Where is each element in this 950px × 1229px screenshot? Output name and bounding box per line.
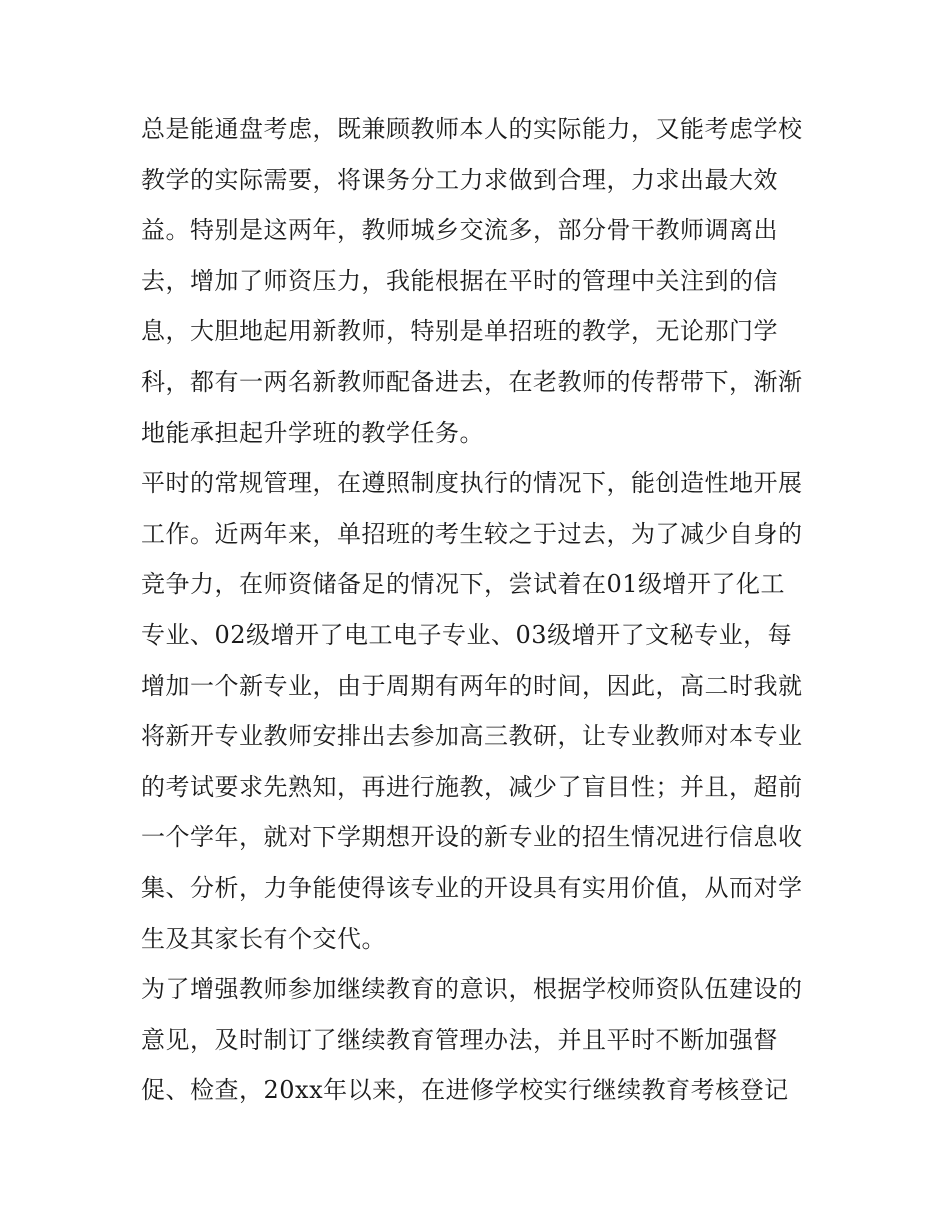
text-line: 的考试要求先熟知，再进行施教，减少了盲目性；并且，超前 — [141, 772, 803, 801]
text-line: 总是能通盘考虑，既兼顾教师本人的实际能力，又能考虑学校 — [141, 115, 803, 143]
text-line: 集、分析，力争能使得该专业的开设具有实用价值，从而对学 — [141, 873, 803, 902]
text-line: 一个学年，就对下学期想开设的新专业的招生情况进行信息收 — [141, 823, 803, 852]
document-body — [141, 104, 813, 1116]
text-line: 工作。近两年来，单招班的考生较之于过去，为了减少自身的 — [141, 519, 803, 548]
text-line: 科，都有一两名新教师配备进去，在老教师的传帮带下，渐渐 — [141, 367, 803, 396]
text-line: 增加一个新专业，由于周期有两年的时间，因此，高二时我就 — [141, 671, 803, 700]
text-line: 为了增强教师参加继续教育的意识，根据学校师资队伍建设的 — [141, 975, 803, 1004]
text-line: 地能承担起升学班的教学任务。 — [141, 418, 484, 447]
text-line: 益。特别是这两年，教师城乡交流多，部分骨干教师调离出 — [141, 216, 778, 245]
text-line: 意见，及时制订了继续教育管理办法，并且平时不断加强督 — [141, 1025, 778, 1054]
paragraph-1 — [141, 104, 813, 458]
text-line: 将新开专业教师安排出去参加高三教研，让专业教师对本专业 — [141, 722, 803, 751]
text-line: 息，大胆地起用新教师，特别是单招班的教学，无论那门学 — [141, 317, 778, 346]
text-line: 生及其家长有个交代。 — [141, 924, 386, 953]
text-line: 去，增加了师资压力，我能根据在平时的管理中关注到的信 — [141, 266, 778, 295]
text-line: 专业、02级增开了电工电子专业、03级增开了文秘专业，每 — [141, 620, 793, 649]
text-line: 促、检查，20xx年以来，在进修学校实行继续教育考核登记 — [141, 1076, 789, 1105]
paragraph-2 — [141, 458, 813, 964]
text-line: 竞争力，在师资储备足的情况下，尝试着在01级增开了化工 — [141, 570, 786, 599]
text-line: 教学的实际需要，将课务分工力求做到合理，力求出最大效 — [141, 165, 778, 194]
text-line: 平时的常规管理，在遵照制度执行的情况下，能创造性地开展 — [141, 469, 803, 498]
paragraph-3 — [141, 964, 813, 1116]
